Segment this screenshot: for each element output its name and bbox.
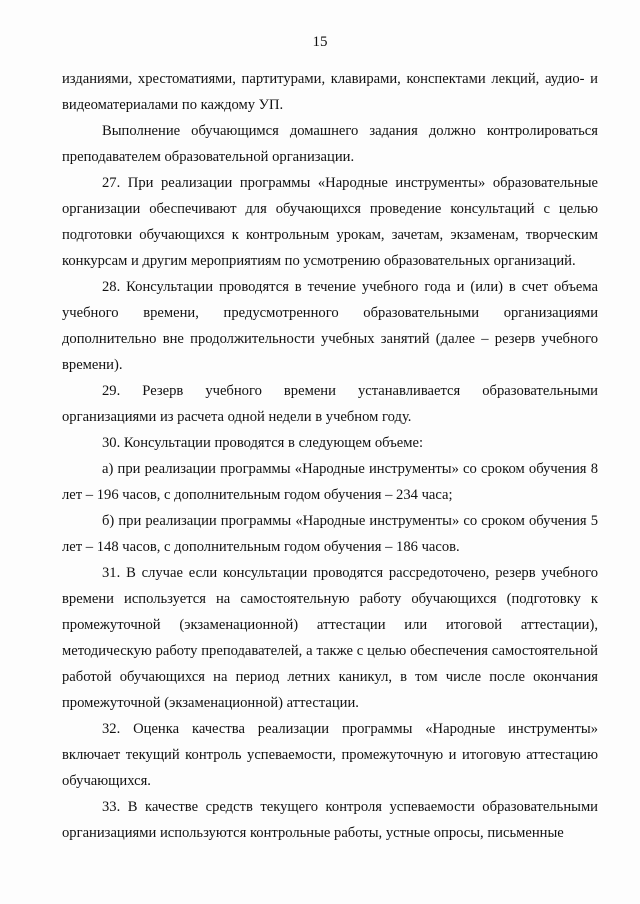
page-number: 15 [312,34,328,50]
paragraph-30: 30. Консультации проводятся в следующем объеме: [102,435,423,451]
paragraph-33: 33. В качестве средств текущего контроля успеваемости образовательными организациями используются контрольные работы, устные опросы, письменные [62,799,598,841]
paragraph-30-b: б) при реализации программы «Народные инструменты» со сроком обучения 5 лет – 148 часов, с дополнительным годом обучения – 186 часов. [62,513,598,555]
paragraph-32: 32. Оценка качества реализации программы «Народные инструменты» включает текущий контроль успеваемости, промежуточную и итоговую аттестацию обучающихся. [62,721,598,789]
paragraph-29: 29. Резерв учебного времени устанавливается образовательными организациями из расчета одной недели в учебном году. [62,383,598,425]
paragraph-continuation: изданиями, хрестоматиями, партитурами, клавирами, конспектами лекций, аудио- и видеоматериалами по каждому УП. [62,71,598,113]
paragraph-28: 28. Консультации проводятся в течение учебного года и (или) в счет объема учебного времени, предусмотренного образовательными организациями дополнительно вне продолжительности учебных занятий (далее – резерв учебного времени). [62,279,598,373]
document-body [62,66,598,846]
paragraph-30-a: а) при реализации программы «Народные инструменты» со сроком обучения 8 лет – 196 часов, с дополнительным годом обучения – 234 часа; [62,461,598,503]
paragraph-27: 27. При реализации программы «Народные инструменты» образовательные организации обеспечивают для обучающихся проведение консультаций с целью подготовки обучающихся к контрольным урокам, зачетам, экзаменам, творческим конкурсам и другим мероприятиям по усмотрению образовательных организаций. [62,175,598,269]
paragraph-31: 31. В случае если консультации проводятся рассредоточено, резерв учебного времени используется на самостоятельную работу обучающихся (подготовку к промежуточной (экзаменационной) аттестации или итоговой аттестации), методическую работу преподавателей, а также с целью обеспечения самостоятельной работой обучающихся на период летних каникул, в том числе после окончания промежуточной (экзаменационной) аттестации. [62,565,598,711]
paragraph-homework-control: Выполнение обучающимся домашнего задания должно контролироваться преподавателем образовательной организации. [62,123,598,165]
